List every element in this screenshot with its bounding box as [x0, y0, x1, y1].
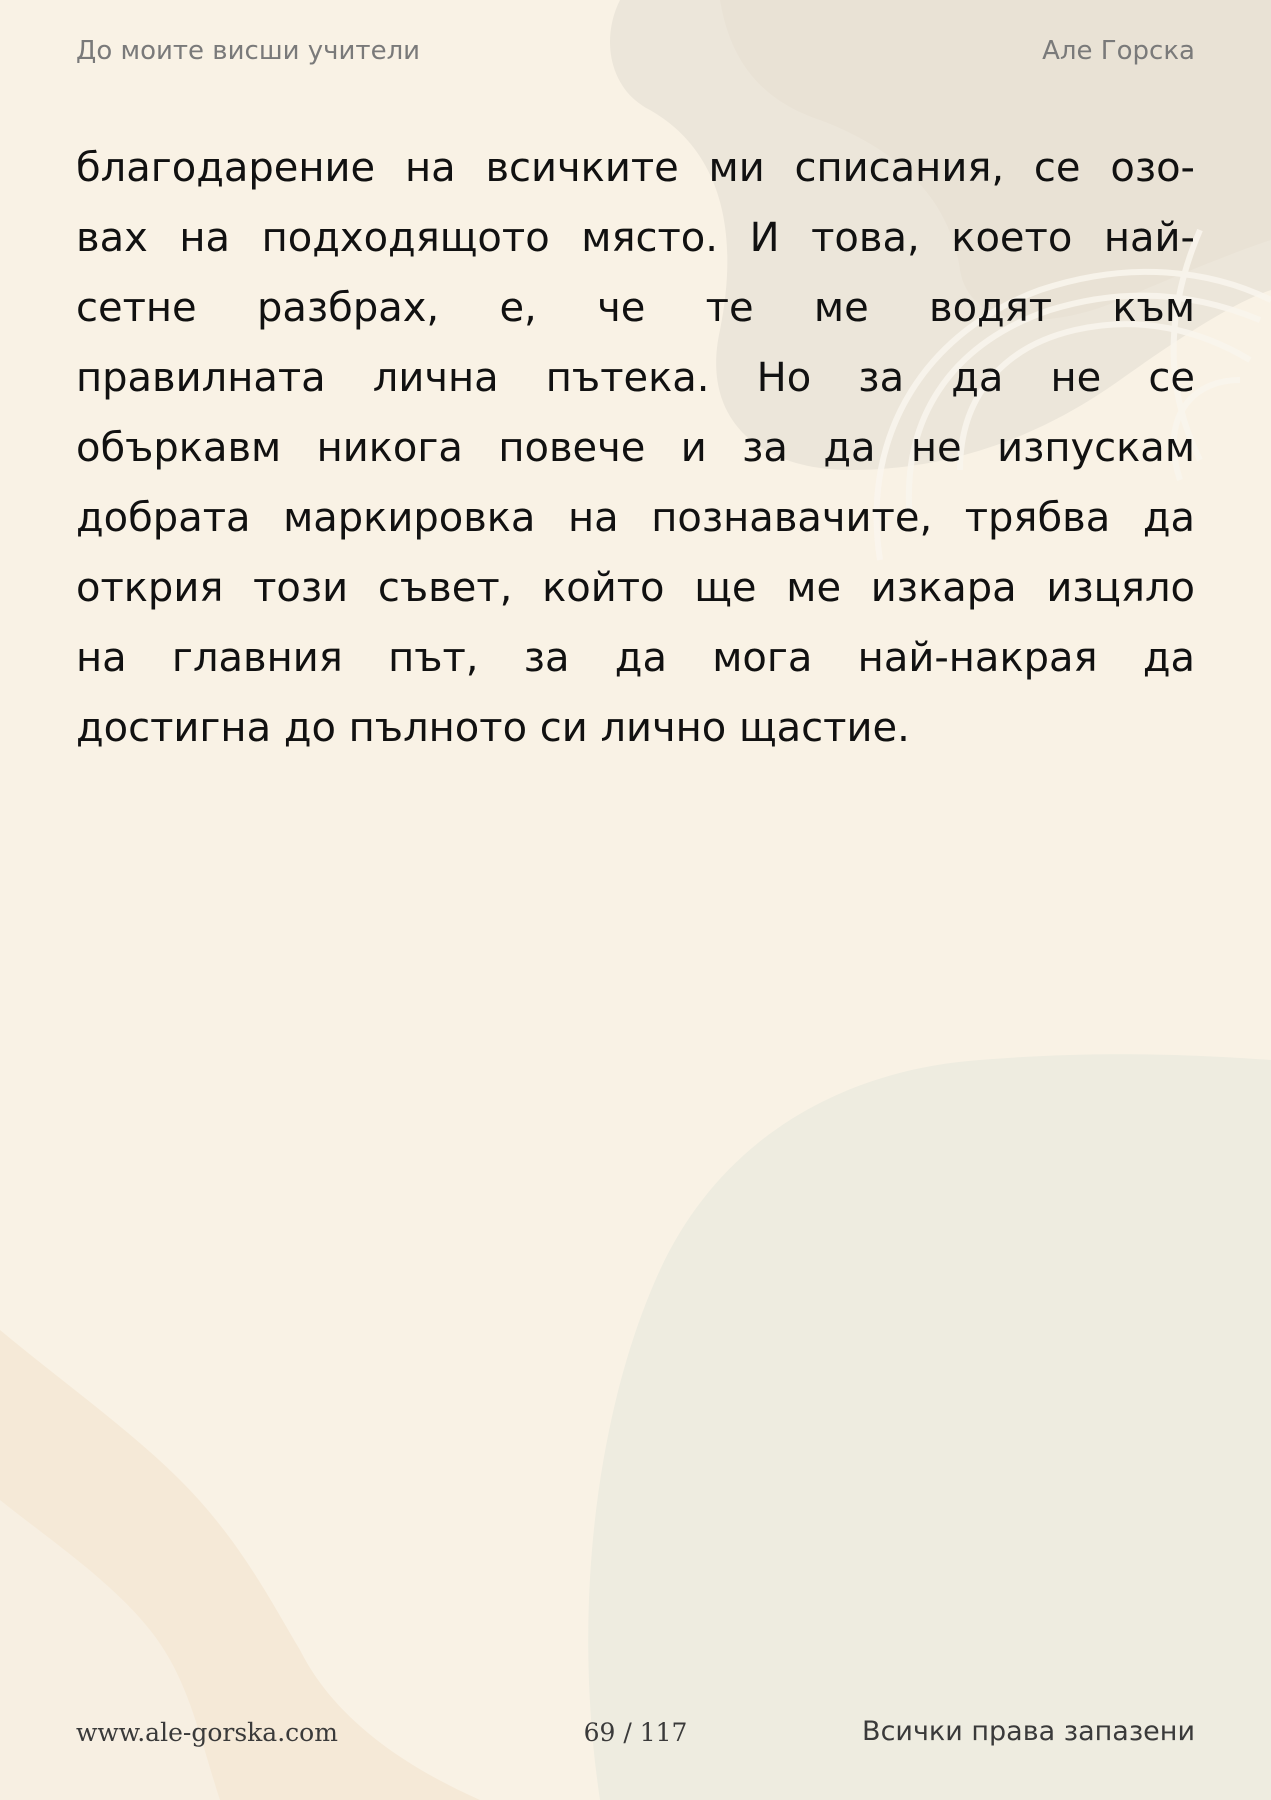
- text-line: объркавм никога повече и за да не изпускам: [76, 425, 1195, 471]
- text-line: благодарение на всичките ми списания, се озо-: [76, 145, 1195, 191]
- text-line: достигна до пълното си лично щастие.: [76, 705, 910, 751]
- book-title: До моите висши учители: [76, 36, 421, 66]
- text-line: правилната лична пътека. Но за да не се: [76, 355, 1195, 401]
- page-header: [76, 36, 1195, 68]
- author-name: Але Горска: [1042, 36, 1195, 66]
- bottom-right-shape: [588, 1054, 1271, 1800]
- text-line: открия този съвет, който ще ме изкара изцяло: [76, 565, 1195, 611]
- website-link[interactable]: www.ale-gorska.com: [76, 1718, 338, 1747]
- text-line: на главния път, за да мога най-накрая да: [76, 635, 1195, 681]
- body-paragraph: [76, 133, 1195, 763]
- page-footer: [76, 1716, 1195, 1750]
- page-number: 69 / 117: [583, 1718, 688, 1747]
- text-line: вах на подходящото място. И това, което най-: [76, 215, 1195, 261]
- text-line: добрата маркировка на познавачите, трябва да: [76, 495, 1195, 541]
- rights-notice: Всички права запазени: [862, 1716, 1195, 1747]
- text-line: сетне разбрах, е, че те ме водят към: [76, 285, 1195, 331]
